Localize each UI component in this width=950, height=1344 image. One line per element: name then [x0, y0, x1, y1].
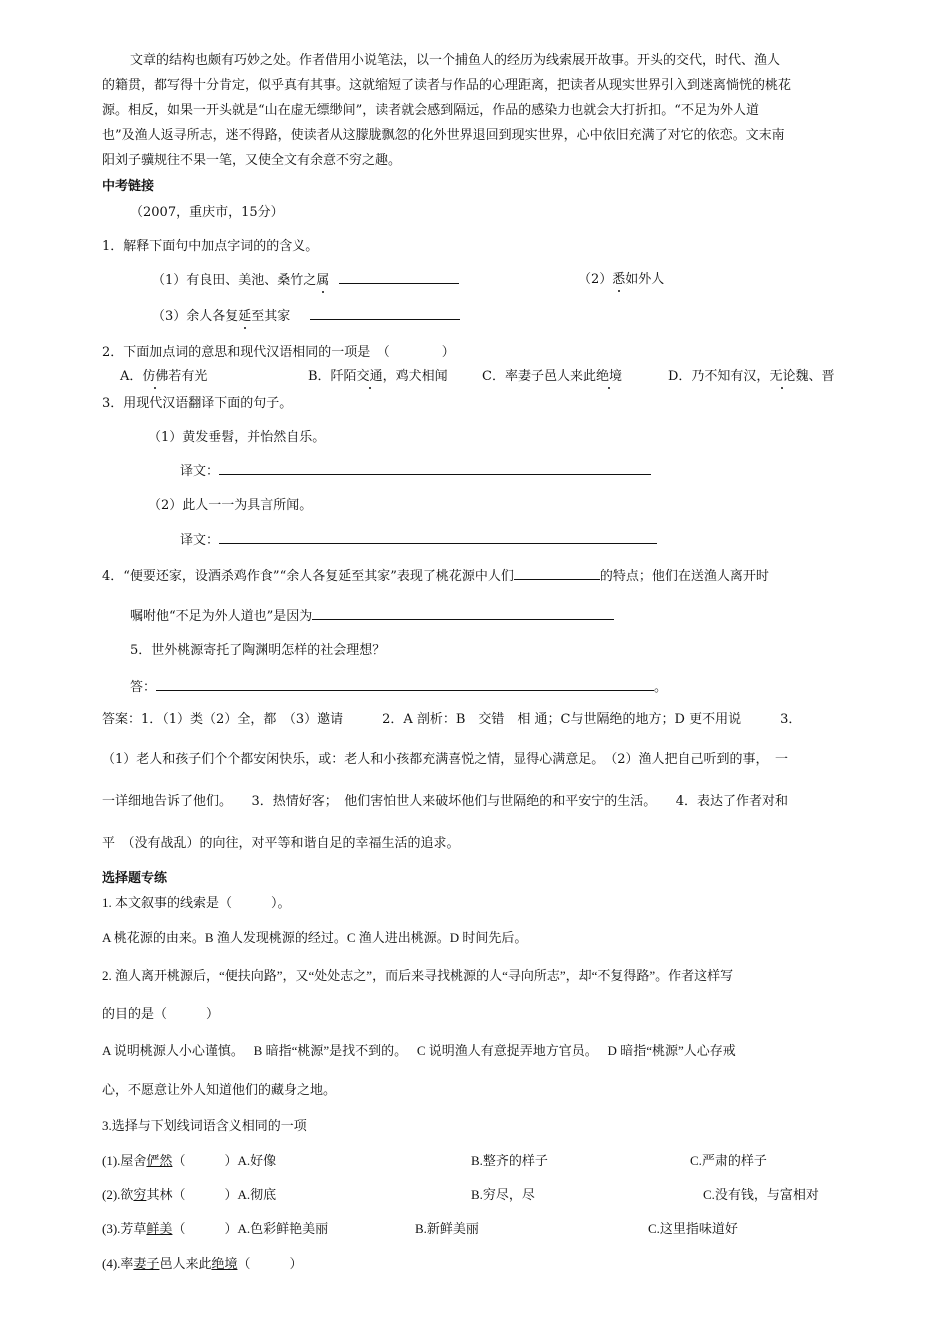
dotted-word: 仿佛 — [142, 369, 169, 384]
q2-option-d: D．乃不知有汉，无论魏、晋 — [668, 369, 835, 384]
choice-heading: 选择题专练 — [102, 871, 168, 886]
intro-line-5: 阳刘子骥规往不果一笔，又使全文有余意不穷之趣。 — [102, 153, 402, 168]
choice-q2-line-1: 2. 渔人离开桃源后，“便扶向路”，又“处处志之”，而后来寻找桃源的人“寻向所志”，却“不复得路”。作者这样写 — [102, 968, 734, 983]
q1-stem: 1．解释下面句中加点字词的的含义。 — [102, 239, 319, 254]
choice-q3-row-1-c: C.严肃的样子 — [690, 1153, 767, 1168]
answer-blank[interactable] — [219, 529, 657, 544]
choice-q1-options: A 桃花源的由来。B 渔人发现桃源的经过。C 渔人进出桃源。D 时间先后。 — [102, 930, 528, 945]
q4-line-2: 嘱咐他“不足为外人道也”是因为 — [130, 605, 614, 628]
answer-blank[interactable] — [514, 565, 600, 580]
q5-stem: 5．世外桃源寄托了陶渊明怎样的社会理想？ — [130, 643, 386, 658]
q3-sentence-1: （1）黄发垂髫，并怡然自乐。 — [148, 430, 326, 445]
q4-line-1: 4．“便要还家，设酒杀鸡作食”“余人各复延至其家”表现了桃花源中人们 的特点；他们在送渔人离开时 — [102, 565, 769, 588]
dotted-word: 绝境 — [595, 369, 622, 384]
q5-answer-line: 答： 。 — [130, 676, 667, 699]
choice-q3-row-1-b: B.整齐的样子 — [471, 1153, 548, 1168]
choice-q3-row-3: (3).芳草鲜美（ ）A.色彩鲜艳美丽 — [102, 1221, 329, 1236]
q2-option-b: B．阡陌交通，鸡犬相闻 — [308, 369, 448, 384]
answer-blank[interactable] — [312, 605, 614, 620]
dotted-word: 悉 — [612, 272, 626, 287]
q2-option-c: C．率妻子邑人来此绝境 — [482, 369, 622, 384]
intro-line-4: 也”及渔人返寻所志，迷不得路，使读者从这朦胧飘忽的化外世界退回到现实世界，心中依旧充满了对它的依恋。文末南 — [102, 128, 785, 143]
choice-q3-row-3-c: C.这里指味道好 — [648, 1221, 738, 1236]
q2-stem: 2．下面加点词的意思和现代汉语相同的一项是 （ ） — [102, 345, 455, 360]
choice-q3-stem: 3.选择与下划线词语含义相同的一项 — [102, 1118, 307, 1133]
q2-option-a: A．仿佛若有光 — [120, 369, 208, 384]
intro-line-1: 文章的结构也颇有巧妙之处。作者借用小说笔法，以一个捕鱼人的经历为线索展开故事。开头的交代，时代、渔人 — [130, 53, 781, 68]
answer-line-1: 答案：1．（1）类（2）全，都 （3）邀请 2．A 剖析：B 交错 相 通；C与世隔绝的地方；D 更不用说 3． — [102, 712, 802, 727]
dotted-word: 交通 — [356, 369, 383, 384]
q3-sentence-2: （2）此人一一为具言所闻。 — [148, 498, 313, 513]
choice-q2-line-2: 的目的是（ ） — [102, 1006, 220, 1021]
q3-stem: 3．用现代汉语翻译下面的句子。 — [102, 396, 293, 411]
underlined-word: 鲜美 — [146, 1221, 173, 1236]
answer-line-4: 平 （没有战乱）的向往，对平等和谐自足的幸福生活的追求。 — [102, 836, 460, 851]
answer-blank[interactable] — [310, 305, 460, 320]
choice-q3-row-2-c: C.没有钱，与富相对 — [703, 1187, 819, 1202]
choice-q3-row-1: (1).屋舍俨然（ ）A.好像 — [102, 1153, 277, 1168]
choice-q3-row-2: (2).欲穷其林（ ）A.彻底 — [102, 1187, 277, 1202]
q3-translation-2: 译文： — [180, 529, 657, 552]
q3-translation-1: 译文： — [180, 460, 651, 483]
answer-blank[interactable] — [219, 460, 651, 475]
choice-q2-line-4: 心，不愿意让外人知道他们的藏身之地。 — [102, 1082, 337, 1097]
intro-line-2: 的籍贯，都写得十分肯定，似乎真有其事。这就缩短了读者与作品的心理距离，把读者从现实世界引入到迷离惝恍的桃花 — [102, 78, 792, 93]
exam-heading: 中考链接 — [102, 179, 155, 194]
choice-q2-line-3: A 说明桃源人小心谨慎。 B 暗指“桃源”是找不到的。 C 说明渔人有意捉弄地方官员。 D 暗指“桃源”人心存戒 — [102, 1043, 736, 1058]
underlined-word: 穷 — [133, 1187, 147, 1202]
dotted-word: 延 — [238, 309, 252, 324]
answer-line-2: （1）老人和孩子们个个都安闲快乐，或：老人和小孩都充满喜悦之情，显得心满意足。 （2）渔人把自己听到的事， 一 — [102, 752, 789, 767]
q1-item-1: （1）有良田、美池、桑竹之属 — [152, 269, 459, 292]
answer-line-3: 一详细地告诉了他们。 3．热情好客； 他们害怕世人来破坏他们与世隔绝的和平安宁的生活。 4．表达了作者对和 — [102, 794, 789, 809]
underlined-word: 绝境 — [211, 1256, 238, 1271]
exam-source: （2007，重庆市，15分） — [130, 205, 284, 220]
choice-q1-stem: 1. 本文叙事的线索是（ ）。 — [102, 895, 291, 910]
intro-line-3: 源。相反，如果一开头就是“山在虚无缥缈间”，读者就会感到隔远，作品的感染力也就会大打折扣。“不足为外人道 — [102, 103, 759, 118]
q1-item-3: （3）余人各复延至其家 — [152, 305, 460, 328]
dotted-word: 无论 — [769, 369, 796, 384]
q1-item-2: （2）悉如外人 — [578, 272, 665, 287]
answer-blank[interactable] — [339, 269, 459, 284]
underlined-word: 俨然 — [146, 1153, 173, 1168]
choice-q3-row-2-b: B.穷尽，尽 — [471, 1187, 535, 1202]
answer-blank[interactable] — [156, 676, 654, 691]
underlined-word: 妻子 — [133, 1256, 160, 1271]
choice-q3-row-4: (4).率妻子邑人来此绝境（ ） — [102, 1256, 303, 1271]
choice-q3-row-3-b: B.新鲜美丽 — [415, 1221, 479, 1236]
dotted-word: 属 — [316, 273, 330, 288]
